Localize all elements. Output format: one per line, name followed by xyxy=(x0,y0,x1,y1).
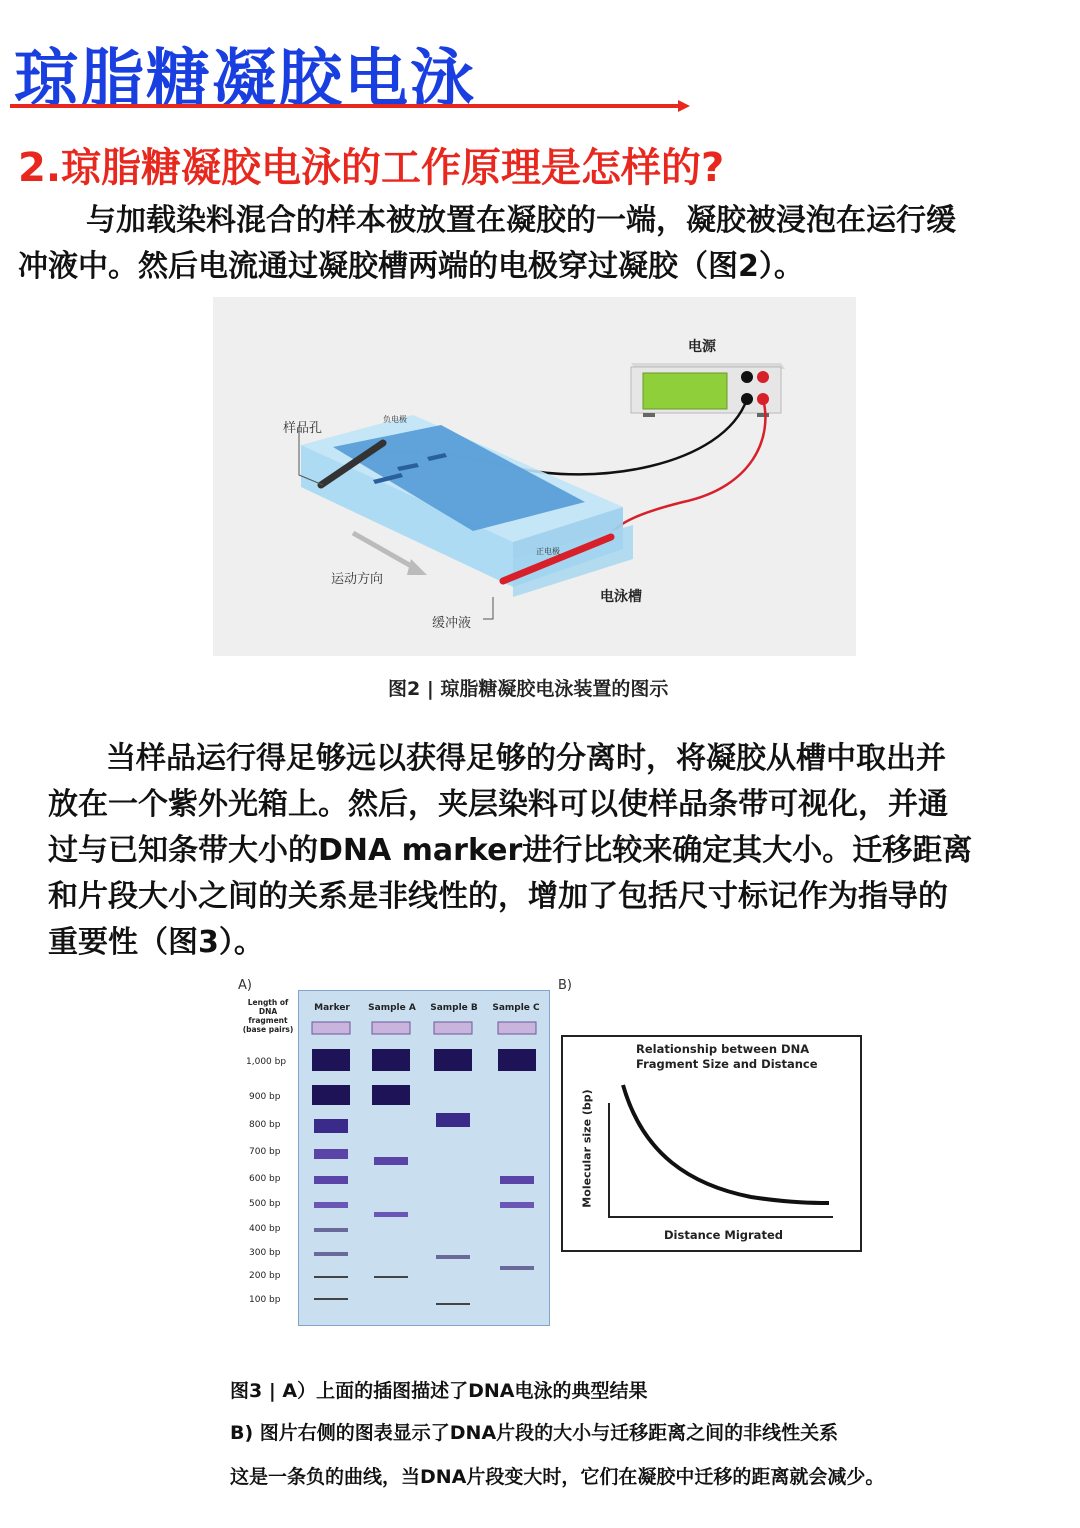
paragraph-1-line-2: 冲液中。然后电流通过凝胶槽两端的电极穿过凝胶（图2）。 xyxy=(18,249,804,284)
panel-a-letter: A) xyxy=(238,978,252,993)
paragraph-2-line-2: 放在一个紫外光箱上。然后，夹层染料可以使样品条带可视化，并通 xyxy=(48,787,948,822)
chart-title-line-1: Relationship between DNA xyxy=(636,1042,810,1056)
direction-label: 运动方向 xyxy=(331,572,384,587)
axis-title-line-4: (base pairs) xyxy=(242,1025,294,1034)
paragraph-2-line-3: 过与已知条带大小的DNA marker进行比较来确定其大小。迁移距离 xyxy=(48,833,973,868)
power-supply-label: 电源 xyxy=(688,339,716,355)
lane-header-sample-c: Sample C xyxy=(492,1003,540,1013)
bp-label-500: 500 bp xyxy=(249,1199,281,1209)
bp-label-300: 300 bp xyxy=(249,1248,281,1258)
bp-label-100: 100 bp xyxy=(249,1295,281,1305)
axis-title-line-1: Length of xyxy=(247,998,289,1007)
bp-label-1000: 1,000 bp xyxy=(246,1057,287,1067)
chart-plot-area xyxy=(561,1035,858,1248)
positive-electrode-label: 正电极 xyxy=(536,547,560,556)
electrophoresis-apparatus-illustration xyxy=(213,297,856,656)
section-heading: 2.琼脂糖凝胶电泳的工作原理是怎样的? xyxy=(18,145,725,191)
tank-label: 电泳槽 xyxy=(600,589,642,605)
figure-2-caption: 图2 | 琼脂糖凝胶电泳装置的图示 xyxy=(388,678,669,700)
bp-label-200: 200 bp xyxy=(249,1271,281,1281)
figure-3-caption-line-1: 图3 | A）上面的插图描述了DNA电泳的典型结果 xyxy=(230,1380,648,1402)
gel-bands xyxy=(298,990,550,1326)
paragraph-1-line-1: 与加载染料混合的样本被放置在凝胶的一端，凝胶被浸泡在运行缓 xyxy=(86,203,956,238)
bp-label-800: 800 bp xyxy=(249,1120,281,1130)
chart-axes xyxy=(609,1103,833,1217)
lane-header-sample-b: Sample B xyxy=(430,1003,478,1013)
panel-b-letter: B) xyxy=(558,978,572,993)
figure-3-caption-line-2: B) 图片右侧的图表显示了DNA片段的大小与迁移距离之间的非线性关系 xyxy=(230,1422,839,1444)
chart-title-line-2: Fragment Size and Distance xyxy=(636,1057,818,1071)
paragraph-2-line-5: 重要性（图3）。 xyxy=(48,925,264,960)
page-title: 琼脂糖凝胶电泳 xyxy=(14,43,476,117)
axis-title-line-2: DNA xyxy=(258,1007,278,1016)
paragraph-2-line-1: 当样品运行得足够远以获得足够的分离时，将凝胶从槽中取出并 xyxy=(106,741,946,776)
buffer-label: 缓冲液 xyxy=(432,616,472,631)
chart-y-label: Molecular size (bp) xyxy=(580,1089,594,1208)
bp-label-600: 600 bp xyxy=(249,1174,281,1184)
sample-well-label: 样品孔 xyxy=(283,421,323,436)
lane-header-sample-a: Sample A xyxy=(368,1003,416,1013)
bp-label-900: 900 bp xyxy=(249,1092,281,1102)
lane-header-marker: Marker xyxy=(314,1003,350,1013)
size-distance-curve xyxy=(623,1085,829,1203)
figure-3-caption-line-3: 这是一条负的曲线，当DNA片段变大时，它们在凝胶中迁移的距离就会减少。 xyxy=(230,1466,885,1488)
bp-label-400: 400 bp xyxy=(249,1224,281,1234)
figure-2-electrophoresis-setup xyxy=(213,297,856,656)
bp-label-700: 700 bp xyxy=(249,1147,281,1157)
power-supply xyxy=(631,363,785,417)
chart-x-label: Distance Migrated xyxy=(664,1228,783,1242)
title-underline-arrow xyxy=(10,100,690,112)
negative-electrode-label: 负电极 xyxy=(383,415,407,424)
gel-axis-title xyxy=(240,998,296,1034)
axis-title-line-3: fragment xyxy=(248,1016,288,1025)
paragraph-2-line-4: 和片段大小之间的关系是非线性的，增加了包括尺寸标记作为指导的 xyxy=(48,879,948,914)
